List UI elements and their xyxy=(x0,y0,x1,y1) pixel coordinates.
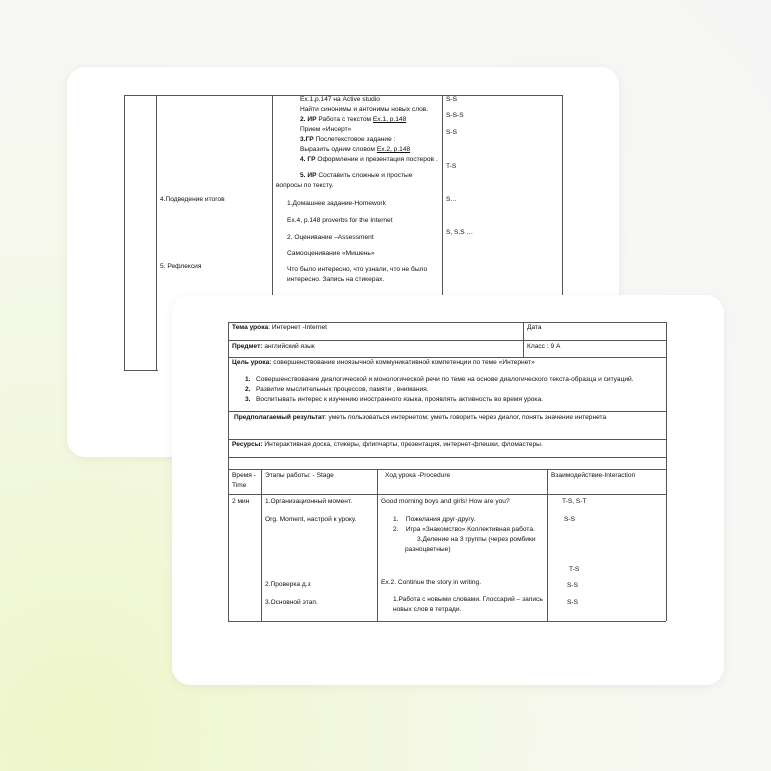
goal-item-3: 3. Воспитывать интерес к изучению иностранного языка, проявлять активность во время урока. xyxy=(245,396,543,403)
procedure-item-3a: 3.Деление на 3 группы (через ромбики xyxy=(417,536,536,543)
procedure-words-b: новых слов в тетради. xyxy=(393,606,462,613)
lesson-date: Дата xyxy=(527,324,542,331)
back-row-1: Ex.1,p.147 на Active studio xyxy=(300,96,380,103)
procedure-words-a: 1.Работа с новыми словами. Глоссарий – запись xyxy=(393,596,543,603)
front-document-card xyxy=(172,295,724,685)
back-row-8: 5. ИР Составить сложные и простые xyxy=(300,172,413,179)
header-stage: Этапы работы: - Stage xyxy=(265,472,334,479)
interaction-2: S-S xyxy=(564,516,575,523)
stage-3: 3.Основной этап. xyxy=(265,599,318,606)
back-interaction-5: S… xyxy=(446,196,457,203)
procedure-item-3b: разноцветные) xyxy=(405,546,451,553)
back-row-10: 1.Домашнее задание-Homework xyxy=(287,200,386,207)
resources: Ресурсы: Интерактивная доска, стикеры, флипчарты, презентация, интернет-флешки, фломастеры. xyxy=(232,441,543,448)
back-row-13: Самооценивание «Мишень» xyxy=(287,250,375,257)
back-row-6: Выразить одним словом Ex.2, p.148 xyxy=(300,146,411,153)
back-interaction-4: T-S xyxy=(446,163,457,170)
procedure-item-2: 2. Игра «Знакомство» Коллективная работа. xyxy=(393,526,535,533)
lesson-class: Класс : 9 А xyxy=(527,343,561,350)
back-row-2: Найти синонимы и антонимы новых слов. xyxy=(300,106,429,113)
stage-1: 1.Организационный момент. xyxy=(265,498,353,505)
time-value: 2 мин xyxy=(232,498,250,505)
back-row-12: 2. Оценивание –Assessment xyxy=(287,234,374,241)
back-row-4: Прием «Инсерт» xyxy=(300,126,352,133)
expected-result: Предполагаемый результат: уметь пользоваться интернетом; уметь говорить через диалог, понять значение интернета xyxy=(234,414,607,421)
header-interaction: Взаимодействие-Interaction xyxy=(551,472,636,479)
back-row-15: интересно. Запись на стикерах. xyxy=(287,276,385,283)
interaction-1: T-S, S-T xyxy=(562,498,587,505)
lesson-goal: Цель урока: совершенствование иноязычной коммуникативной компетенции по теме «Интернет» xyxy=(232,359,535,366)
procedure-item-1: 1. Пожелания друг-другу. xyxy=(393,516,476,523)
goal-item-2: 2. Развитие мыслительных процессов, памяти , внимания. xyxy=(245,386,429,393)
back-interaction-2: S-S-S xyxy=(446,112,464,119)
lesson-topic: Тема урока: Интернет -Internet xyxy=(232,324,327,331)
procedure-ex2: Ex.2. Continue the story in writing. xyxy=(381,579,482,586)
interaction-5: S-S xyxy=(567,599,578,606)
back-stage-reflection: 5. Рефлексия xyxy=(160,263,202,270)
back-row-14: Что было интересно, что узнали, что не было xyxy=(287,266,428,273)
stage-1b: Org. Moment, настрой к уроку. xyxy=(265,516,357,523)
interaction-3: T-S xyxy=(569,566,580,573)
header-procedure: Ход урока -Procedure xyxy=(385,472,451,479)
back-row-9: вопросы по тексту. xyxy=(276,182,334,189)
procedure-greeting: Good morning boys and girls! How are you? xyxy=(381,498,510,505)
goal-item-1: 1. Совершенствование диалогической и монологической речи по теме на основе диалогического текста-образца и ситуаций. xyxy=(245,376,634,383)
header-time: Время - xyxy=(232,472,256,479)
header-time-en: Time xyxy=(232,482,247,489)
back-interaction-3: S-S xyxy=(446,129,457,136)
back-row-3: 2. ИР Работа с текстом Ex.1, p.148 xyxy=(300,116,407,123)
lesson-subject: Предмет: английский язык xyxy=(232,343,315,350)
back-stage-summary: 4.Подведение итогов xyxy=(160,196,225,203)
stage-2: 2.Проверка д.з xyxy=(265,581,311,588)
back-row-7: 4. ГР Оформление и презентация постеров . xyxy=(300,156,438,163)
back-interaction-1: S-S xyxy=(446,96,457,103)
interaction-4: S-S xyxy=(567,582,578,589)
back-row-5: 3.ГР Послетекстовое задание : xyxy=(300,136,396,143)
back-row-11: Ex.4, p.148 proverbs for the Internet xyxy=(287,217,393,224)
back-interaction-6: S, S,S … xyxy=(446,229,474,236)
